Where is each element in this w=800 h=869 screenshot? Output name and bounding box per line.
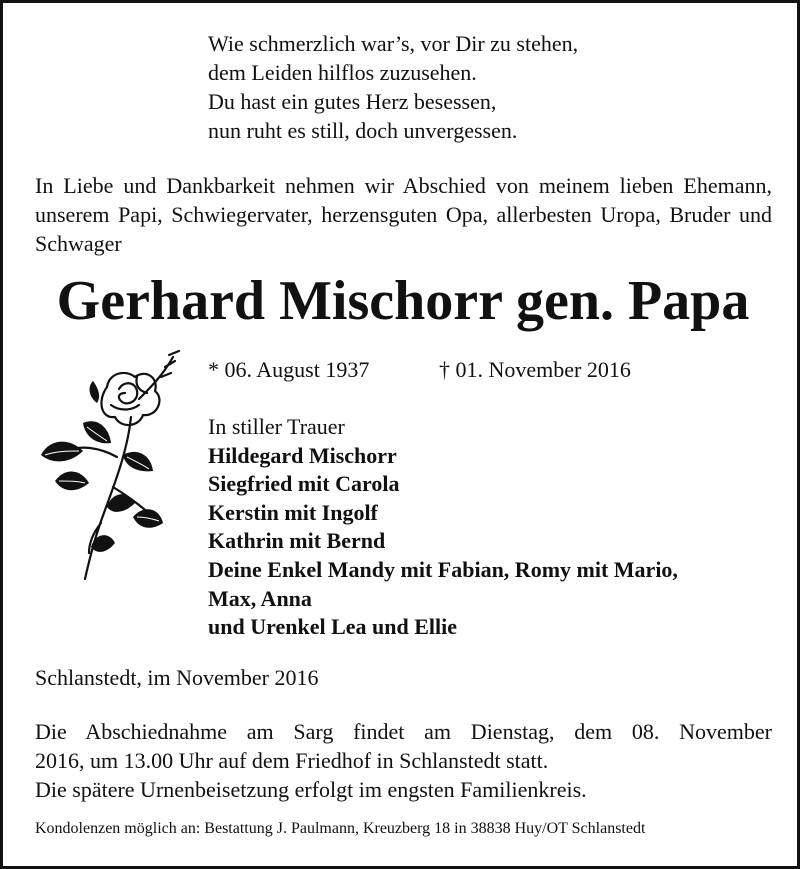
poem — [208, 29, 578, 145]
death-date: † 01. November 2016 — [439, 357, 631, 382]
poem-line: dem Leiden hilflos zuzusehen. — [208, 60, 477, 85]
mourner-name: Kathrin mit Bernd — [208, 528, 386, 554]
life-dates — [208, 355, 631, 384]
intro-line: Ehemann, unserem Papi, Schwiegervater, herzensguten Opa, allerbesten — [35, 173, 772, 227]
condolence-address: Kondolenzen möglich an: Bestattung J. Paulmann, Kreuzberg 18 in 38838 Huy/OT Schlanstedt — [35, 820, 646, 837]
place-date: Schlanstedt, im November 2016 — [35, 665, 319, 690]
birth-date: * 06. August 1937 — [208, 357, 370, 382]
poem-line: Wie schmerzlich war’s, vor Dir zu stehen, — [208, 31, 579, 56]
mourners-list — [208, 413, 678, 642]
intro-line: Uropa, Bruder und Schwager — [35, 202, 772, 256]
notice-line: 2016, um 13.00 Uhr auf dem Friedhof in Schlanstedt statt. — [35, 748, 549, 773]
poem-line: nun ruht es still, doch unvergessen. — [208, 118, 518, 143]
rose-icon — [39, 347, 189, 583]
intro-text — [35, 171, 772, 258]
mourner-name: Kerstin mit Ingolf — [208, 499, 378, 525]
intro-line: In Liebe und Dankbarkeit nehmen wir Abschied von meinem lieben — [35, 173, 674, 198]
deceased-name: Gerhard Mischorr gen. Papa — [56, 270, 750, 332]
mourner-name: Deine Enkel Mandy mit Fabian, Romy mit Mario, — [208, 556, 678, 582]
poem-line: Du hast ein gutes Herz besessen, — [208, 89, 497, 114]
mourner-name: Max, Anna — [208, 585, 312, 611]
mourner-name: Siegfried mit Carola — [208, 471, 400, 497]
notice-line: Die spätere Urnenbeisetzung erfolgt im engsten Familienkreis. — [35, 777, 587, 802]
mourner-name: und Urenkel Lea und Ellie — [208, 614, 457, 640]
mourner-name: Hildegard Mischorr — [208, 442, 397, 468]
mourners-heading: In stiller Trauer — [208, 414, 345, 439]
notice-line: Die Abschiednahme am Sarg findet am Dienstag, dem 08. November — [35, 719, 772, 744]
funeral-notice — [35, 717, 772, 804]
